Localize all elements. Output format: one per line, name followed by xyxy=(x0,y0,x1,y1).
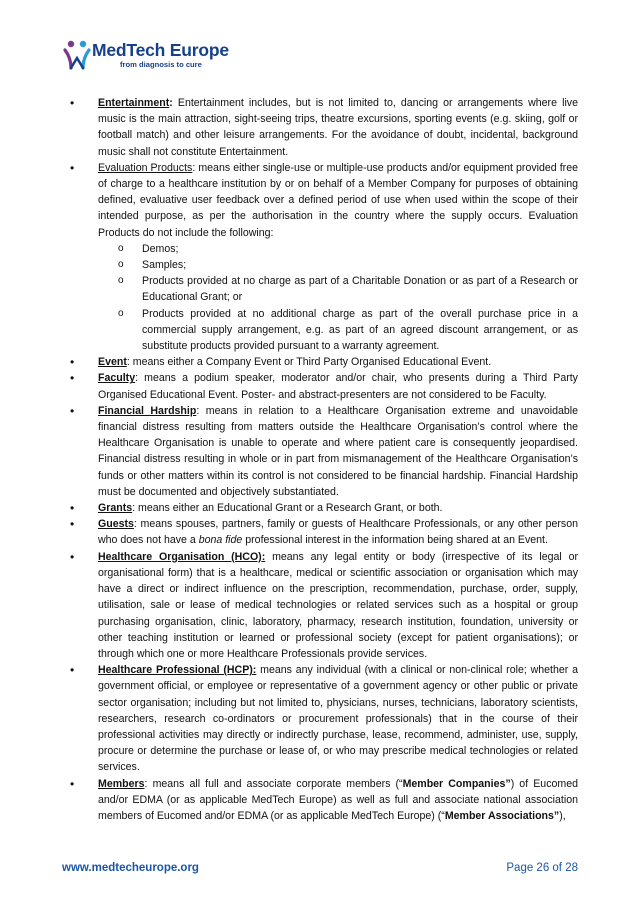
term-hcp: Healthcare Professional (HCP): xyxy=(98,664,257,677)
definition-text: Entertainment includes, but is not limited to, dancing or arrangements where live music is the main attraction, sight-seeing trips, theatre excursions, sporting events (e.g. skiing, golf or football match) and other leisure arrangements. For the avoidance of doubt, incidental, background music shall not constitute Entertainment. xyxy=(98,97,578,158)
definition-evaluation-products: • Evaluation Products: means either single-use or multiple-use products and/or equipment provided free of charge to a healthcare institution by or on behalf of a Member Company for purposes of obtaining defined, evaluative user feedback over a defined period of use when used within the scope of their intended purpose, as per the authorisation in the country where the supply occurs. Evaluation Products do not include the following: o Demos; o Samples; o Products provided at no charge as part of a Charitable Donation or as part of a Research or Educational Grant; or o Products provided at no additional charge as part of the overall purchase price in a commercial supply arrangement, e.g. as part of an agreed discount arrangement, or as substitute products provided pursuant to a warranty agreement. xyxy=(70,160,578,354)
exclusion-item: o Demos; xyxy=(118,241,578,257)
definitions-list xyxy=(70,95,578,824)
definition-guests: • Guests: means spouses, partners, family or guests of Healthcare Professionals, or any other person who does not have a bona fide professional interest in the information being shared at an Event. xyxy=(70,516,578,548)
term-guests: Guests xyxy=(98,518,134,531)
definition-text: means any legal entity or body (irrespective of its legal or organisational form) that is a healthcare, medical or scientific association or organisation which may have a direct or indirect influence on the prescription, recommendation, purchase, order, supply, utilisation, sale or lease of medical technologies or related services such as a hospital or group purchasing organisation, clinic, laboratory, pharmacy, research institution, foundation, university or other teaching institution or learned or professional society (except for patient organisations); or through which one or more Healthcare Professionals provide services. xyxy=(98,550,578,660)
definition-hco xyxy=(70,549,578,662)
brand-name: MedTech Europe xyxy=(92,40,229,60)
definition-text: means either a Company Event or Third Party Organised Educational Event. xyxy=(132,356,492,369)
definition-text: means in relation to a Healthcare Organisation extreme and unavoidable financial distress resulting from matters outside the Healthcare Organisation’s control where the Healthcare Organisation is unable to operate and where patient care is consequently jeopardised. Financial distress resulting in whole or in part from mismanagement of the Healthcare Organisation’s funds or other matters within its control is not considered to be financial hardship. Financial Hardship must be documented and objectively substantiated. xyxy=(98,404,579,498)
definition-grants: • Grants: means either an Educational Grant or a Research Grant, or both. xyxy=(70,500,578,516)
definition-members: • Members: means all full and associate corporate members (“Member Companies”) of Eucomed and/or EDMA (or as applicable MedTech Europe) as well as full and associate national association members of Eucomed and/or EDMA (or as applicable MedTech Europe) (“Member Associations”), xyxy=(70,776,578,825)
definition-faculty: • Faculty: means a podium speaker, moderator and/or chair, who presents during a Third Party Organised Educational Event. Poster- and abstract-presenters are not considered to be Faculty. xyxy=(70,370,578,402)
term-grants: Grants xyxy=(98,502,133,515)
brand-tagline: from diagnosis to cure xyxy=(120,60,202,69)
medtech-europe-logo xyxy=(62,38,262,74)
definition-text: means any individual (with a clinical or non-clinical role; whether a government official, or employee or representative of a government agency or other public or private sector organisation; including but not limited to, physicians, nurses, technicians, laboratory scientists, researchers, research co-ordinators or procurement professionals) that in the course of their professional activities may directly or indirectly purchase, lease, recommend, administer, use, supply, procure or determine the purchase or lease of, or who may prescribe medical technologies or related services. xyxy=(98,664,578,774)
exclusion-item: o Samples; xyxy=(118,257,578,273)
term-event: Event xyxy=(98,356,127,369)
definition-entertainment: • Entertainment: Entertainment includes, but is not limited to, dancing or arrangements where live music is the main attraction, sight-seeing trips, theatre excursions, sporting events (e.g. skiing, golf or football match) and other leisure arrangements. For the avoidance of doubt, incidental, background music shall not constitute Entertainment. xyxy=(70,95,578,160)
term-hco: Healthcare Organisation (HCO): xyxy=(98,550,266,563)
definition-event: • Event: means either a Company Event or Third Party Organised Educational Event. xyxy=(70,354,578,370)
term-evaluation-products: Evaluation Products xyxy=(98,161,193,174)
exclusion-item: o Products provided at no charge as part of a Charitable Donation or as part of a Research or Educational Grant; or xyxy=(118,273,578,305)
evaluation-exclusions-list xyxy=(98,241,578,354)
logo-mark-icon xyxy=(62,38,92,72)
definition-text: means either an Educational Grant or a Research Grant, or both. xyxy=(138,502,443,515)
exclusion-item: o Products provided at no additional charge as part of the overall purchase price in a commercial supply arrangement, e.g. as part of an agreed discount arrangement, or as substitute products provided pursuant to a warranty agreement. xyxy=(118,306,578,355)
definition-text: means either single-use or multiple-use products and/or equipment provided free of charge to a healthcare institution by or on behalf of a Member Company for purposes of obtaining defined, evaluative user feedback over a defined period of use when used within the scope of their intended purpose, as per the authorisation in the country where the supply occurs. Evaluation Products do not include the following: xyxy=(98,161,578,239)
term-members: Members xyxy=(98,777,145,790)
term-faculty: Faculty xyxy=(98,372,136,385)
definition-text: means a podium speaker, moderator and/or chair, who presents during a Third Party Organised Educational Event. Poster- and abstract-presenters are not considered to be Faculty. xyxy=(98,372,578,401)
page-number: Page 26 of 28 xyxy=(506,862,578,874)
definition-financial-hardship: • Financial Hardship: means in relation to a Healthcare Organisation extreme and unavoidable financial distress resulting from matters outside the Healthcare Organisation’s control where the Healthcare Organisation is unable to operate and where patient care is consequently jeopardised. Financial distress resulting in whole or in part from mismanagement of the Healthcare Organisation’s funds or other matters within its control is not considered to be financial hardship. Financial Hardship must be documented and objectively substantiated. xyxy=(70,403,578,500)
term-entertainment: Entertainment xyxy=(98,97,170,109)
definitions-body xyxy=(70,95,578,824)
term-financial-hardship: Financial Hardship xyxy=(98,404,197,417)
footer-website-link[interactable]: www.medtecheurope.org xyxy=(62,862,199,874)
definition-hcp xyxy=(70,662,578,775)
